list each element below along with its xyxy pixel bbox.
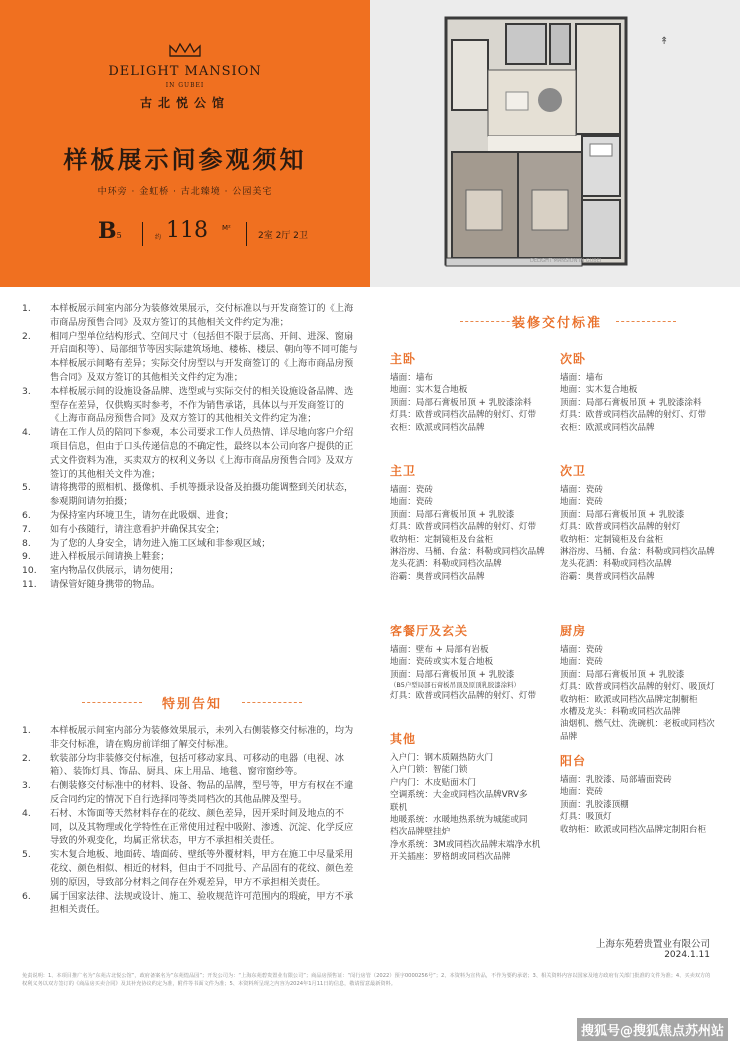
item-text: 请将携带的照相机、摄像机、手机等摄录设备及拍摄功能调整到关闭状态，参观期间请勿拍摄； xyxy=(50,482,354,508)
tagline: 中环旁 · 金虹桥 · 古北臻境 · 公园美宅 xyxy=(97,187,273,197)
room-spec-line: 水槽及龙头：科勒或同档次品牌 xyxy=(560,707,681,718)
item-number: 4. xyxy=(22,807,31,819)
item-number: 5. xyxy=(22,849,31,861)
room-second-bedroom xyxy=(560,350,730,434)
room-spec-line: 灯具：欧普或同档次品牌的射灯、灯带 xyxy=(390,522,537,533)
unit-info xyxy=(98,212,324,256)
room-spec-line: 联机 xyxy=(390,802,408,813)
item-text: 室内物品仅供展示，请勿使用； xyxy=(50,565,179,577)
special-notice-header xyxy=(22,688,362,718)
brand-name-cn: 古北悦公馆 xyxy=(139,96,230,110)
list-item xyxy=(22,481,362,509)
special-notice-list xyxy=(22,724,362,917)
item-number: 2. xyxy=(22,330,31,342)
room-title: 厨房 xyxy=(560,624,587,638)
item-text: 如有小孩随行，请注意看护并确保其安全； xyxy=(50,523,225,535)
list-item xyxy=(22,578,362,592)
item-text: 右侧装修交付标准中的材料、设备、物品的品牌，型号等，甲方有权在不違反合同约定的情况下自行选择同等类同档次的其他品牌及型号。 xyxy=(50,780,354,805)
room-spec-line: 浴霸：奥普或同档次品牌 xyxy=(390,571,485,582)
list-item xyxy=(22,550,362,564)
list-item xyxy=(22,564,362,578)
item-number: 2. xyxy=(22,752,31,764)
list-item xyxy=(22,752,362,780)
room-spec-line: 品牌 xyxy=(560,731,578,742)
item-number: 7. xyxy=(22,523,31,535)
list-item xyxy=(22,302,362,330)
room-spec-line: 墙面：墙布 xyxy=(560,373,603,383)
item-text: 相同户型单位结构形式、空间尺寸（包括但不限于层高、开间、进深、窗扇开启面积等）、局部细节等因实际建筑场地、楼栋、楼层、朝向等不同可能与本样板展示间略有差异；实际交付房型以与开发商签订的《上海市商品房预售合同》及双方签订的其他相关文件约定为准； xyxy=(50,330,358,383)
room-spec-line: 入户门锁：智能门锁 xyxy=(390,765,468,776)
room-spec-line: 入户门：钢木质隔热防火门 xyxy=(390,753,494,763)
room-living-dining xyxy=(390,622,560,703)
brand-logo-icon xyxy=(168,42,202,58)
unit-area: 118 xyxy=(166,218,208,243)
item-number: 11. xyxy=(22,578,37,590)
notice-list xyxy=(22,302,362,592)
list-item xyxy=(22,807,362,848)
room-spec-line: 户内门：木皮贴面木门 xyxy=(390,777,476,788)
item-text: 本样板展示间室内部分为装修效果展示，交付标准以与开发商签订的《上海市商品房预售合同》及双方签订的其他相关文件约定为准； xyxy=(50,303,354,328)
list-item xyxy=(22,779,362,807)
item-number: 6. xyxy=(22,509,31,521)
item-number: 8. xyxy=(22,537,31,549)
item-text: 进入样板展示间请换上鞋套； xyxy=(50,551,170,563)
item-number: 4. xyxy=(22,427,31,439)
room-spec-line: 墙面：墙布 xyxy=(390,373,433,383)
room-spec-line: 开关插座：罗格朗或同档次品牌 xyxy=(390,852,511,863)
room-spec-line: 淋浴房、马桶、台盆：科勒或同档次品牌 xyxy=(390,547,545,558)
floor-plan xyxy=(370,0,740,287)
list-item xyxy=(22,848,362,889)
room-title: 客餐厅及玄关 xyxy=(390,624,469,638)
room-spec-line: 档次品牌壁挂炉 xyxy=(390,827,451,838)
room-title: 次卫 xyxy=(560,464,587,478)
item-number: 9. xyxy=(22,551,31,563)
room-spec-line: 龙头花洒：科勒或同档次品牌 xyxy=(390,559,502,570)
watermark: 搜狐号@搜狐焦点苏州站 xyxy=(577,1018,728,1041)
room-spec-line: 灯具：欧普或同档次品牌的射灯、灯带 xyxy=(390,691,537,702)
room-title: 次卧 xyxy=(560,352,587,366)
room-spec-line: 收纳柜：欧派或同档次品牌定制橱柜 xyxy=(560,694,698,705)
room-spec-line: 墙面：壁布 + 局部有岩板 xyxy=(390,645,489,655)
item-number: 10. xyxy=(22,565,37,577)
item-text: 本样板展示间的设施设备品牌、选型或与实际交付的相关设施设备品牌、选型存在差异，仅供购买时参考，不作为销售承诺，具体以与开发商签订的《上海市商品房预售合同》及双方签订的其他相关文件约定为准； xyxy=(50,385,354,425)
room-spec-line: 灯具：欧普或同档次品牌的射灯、灯带 xyxy=(560,410,707,421)
floor-plan-drawing xyxy=(370,0,740,287)
item-text: 石材、木饰面等天然材料存在的花纹、颜色差异，因开采时间及地点的不同，以及其物理或化学特性在正常使用过程中吸附、渗透、沉淀、化学反应导致的外观变化，均属正常状态，甲方不承担相关责任。 xyxy=(50,807,354,847)
room-spec-line: 地面：实木复合地板 xyxy=(390,385,468,396)
room-second-bath xyxy=(560,462,730,583)
room-title: 主卧 xyxy=(390,352,417,366)
item-text: 请在工作人员的陪同下参观，本公司要求工作人员热情、详尽地向客户介绍项目信息，但由于口头传递信息的不确定性，最终以本公司向客户提供的正式文件资料为准，买卖双方的权利义务以《上海市商品房预售合同》及双方签订的其他相关文件为准； xyxy=(50,427,354,480)
hero-banner xyxy=(0,0,370,287)
room-master-bedroom xyxy=(390,350,560,434)
brand-name-en: DELIGHT MANSION xyxy=(108,64,262,79)
plan-caption: DELIGHT MANSION IN GUBEI xyxy=(530,258,602,264)
area-prefix: 约 xyxy=(155,234,162,241)
list-item xyxy=(22,330,362,385)
item-text: 实木复合地板、地面砖、墙面砖、壁纸等外覆材料，甲方在施工中尽量采用花纹、颜色相似、相近的材料，但由于不同批号、产品固有的花纹、颜色差别的原因，导致部分材料之间存在外观差异，甲方不承担相关责任。 xyxy=(50,849,354,888)
unit-code: B5 xyxy=(98,218,122,244)
item-number: 5. xyxy=(22,482,31,494)
room-title: 主卫 xyxy=(390,464,417,478)
page-title: 样板展示间参观须知 xyxy=(63,145,307,174)
brand-name-sub: IN GUBEI xyxy=(165,82,205,89)
room-spec-line: 油烟机、燃气灶、洗碗机：老板或同档次 xyxy=(560,719,715,730)
room-spec-line: 地面：瓷砖 xyxy=(560,787,603,798)
room-spec-line: 收纳柜：欧派或同档次品牌定制阳台柜 xyxy=(560,824,707,835)
room-spec-line: 灯具：欧普或同档次品牌的射灯、吸顶灯 xyxy=(560,682,715,693)
room-spec-line: 地暖系统：水暖地热系统为城能或同 xyxy=(390,815,528,826)
room-spec-line: 墙面：瓷砖 xyxy=(390,485,433,495)
room-spec-line: 地面：瓷砖或实木复合地板 xyxy=(390,657,494,668)
room-spec-line: 空调系统：大金或同档次品牌VRV多 xyxy=(390,790,528,801)
item-number: 3. xyxy=(22,780,31,792)
room-spec-line: 顶面：乳胶漆顶棚 xyxy=(560,799,629,810)
room-spec-line: 地面：瓷砖 xyxy=(560,497,603,508)
delivery-standard-header xyxy=(390,307,724,337)
special-notice-title: 特别告知 xyxy=(161,697,222,712)
list-item xyxy=(22,385,362,426)
item-text: 属于国家法律、法规或设计、施工、验收规范许可范围内的瑕疵，甲方不承担相关责任。 xyxy=(50,890,354,916)
item-text: 请保管好随身携带的物品。 xyxy=(50,578,161,590)
room-spec-line: 墙面：瓷砖 xyxy=(560,645,603,655)
room-spec-line: 灯具：欧普或同档次品牌的射灯 xyxy=(560,522,681,533)
room-spec-line: 衣柜：欧派或同档次品牌 xyxy=(560,422,655,433)
list-item xyxy=(22,724,362,752)
list-item xyxy=(22,426,362,481)
room-spec-line: 墙面：瓷砖 xyxy=(560,485,603,495)
room-spec-line: 墙面：乳胶漆、局部墙面瓷砖 xyxy=(560,775,672,785)
svg-text:↟: ↟ xyxy=(660,36,669,47)
item-text: 本样板展示间室内部分为装修效果展示，未列入右侧装修交付标准的，均为非交付标准，请在购房前详细了解交付标准。 xyxy=(50,725,354,750)
room-spec-line: 浴霸：奥普或同档次品牌 xyxy=(560,571,655,582)
room-master-bath xyxy=(390,462,560,583)
room-spec-line: 灯具：欧普或同档次品牌的射灯、灯带 xyxy=(390,410,537,421)
room-spec-line: 龙头花洒：科勒或同档次品牌 xyxy=(560,559,672,570)
area-unit: M² xyxy=(222,224,231,232)
list-item xyxy=(22,537,362,551)
room-spec-line: 净水系统：3M或同档次品牌末端净水机 xyxy=(390,839,541,850)
item-number: 1. xyxy=(22,725,31,736)
delivery-standard-title: 装修交付标准 xyxy=(511,316,602,331)
room-kitchen xyxy=(560,622,730,743)
room-spec-line: 顶面：局部石膏板吊顶 + 乳胶漆 xyxy=(390,669,515,680)
list-item xyxy=(22,890,362,918)
room-spec-line: 顶面：局部石膏板吊顶 + 乳胶漆 xyxy=(560,509,685,520)
room-spec-line: 地面：瓷砖 xyxy=(560,657,603,668)
item-text: 为了您的人身安全，请勿进入施工区域和非参观区域； xyxy=(50,537,271,549)
room-title: 阳台 xyxy=(560,754,587,768)
room-spec-line: 顶面：局部石膏板吊顶 + 乳胶漆 xyxy=(560,669,685,680)
room-spec-line: 顶面：局部石膏板吊顶 + 乳胶漆涂料 xyxy=(390,397,532,408)
issue-date: 2024.1.11 xyxy=(664,950,710,960)
list-item xyxy=(22,523,362,537)
item-number: 3. xyxy=(22,385,31,397)
divider xyxy=(142,222,143,246)
room-spec-line: 地面：瓷砖 xyxy=(390,497,433,508)
room-spec-line: 收纳柜：定制镜柜及台盆柜 xyxy=(390,534,494,545)
item-number: 1. xyxy=(22,303,31,314)
room-spec-line: 地面：实木复合地板 xyxy=(560,385,638,396)
room-spec-note: （B5户型局部石膏板吊顶及原顶乳胶漆涂料） xyxy=(390,681,520,690)
list-item xyxy=(22,509,362,523)
divider xyxy=(246,222,247,246)
item-text: 软装部分均非装修交付标准，包括可移动家具、可移动的电器（电视、冰箱）、装饰灯具、饰品、厨具、床上用品、地毯、窗帘窗纱等。 xyxy=(50,752,344,778)
room-spec-line: 灯具：吸顶灯 xyxy=(560,812,612,823)
unit-layout: 2室 2厅 2卫 xyxy=(258,231,308,241)
room-title: 其他 xyxy=(390,732,417,746)
disclaimer: 免责说明：1、本项目推广名为“东苑古北悦公馆”，政府备案名为“东苑煌品园”；开发公司为：“上海东苑碧贵置业有限公司”；商品房预售证：“闵行房管（2022）预字0000256号”；2、本资料为宣传品，不作为要约承诺；3、相关资料内容以国家及地方政府有关部门批准的文件为准；4、买卖双方的权利义务以双方签订的《商品房买卖合同》及其补充协议约定为准，附件等书面文件为准；5、本资料所呈现之内容为2024年1月11日的信息，敬请留意最新资料。 xyxy=(22,973,711,987)
room-spec-line: 衣柜：欧派或同档次品牌 xyxy=(390,422,485,433)
item-text: 为保持室内环境卫生，请勿在此吸烟、进食； xyxy=(50,509,234,521)
room-spec-line: 顶面：局部石膏板吊顶 + 乳胶漆涂料 xyxy=(560,397,702,408)
room-spec-line: 收纳柜：定制镜柜及台盆柜 xyxy=(560,534,664,545)
company-name: 上海东苑碧贵置业有限公司 xyxy=(595,939,710,950)
room-balcony xyxy=(560,752,730,836)
room-spec-line: 淋浴房、马桶、台盆：科勒或同档次品牌 xyxy=(560,547,715,558)
item-number: 6. xyxy=(22,890,31,902)
room-spec-line: 顶面：局部石膏板吊顶 + 乳胶漆 xyxy=(390,509,515,520)
room-other xyxy=(390,730,556,864)
